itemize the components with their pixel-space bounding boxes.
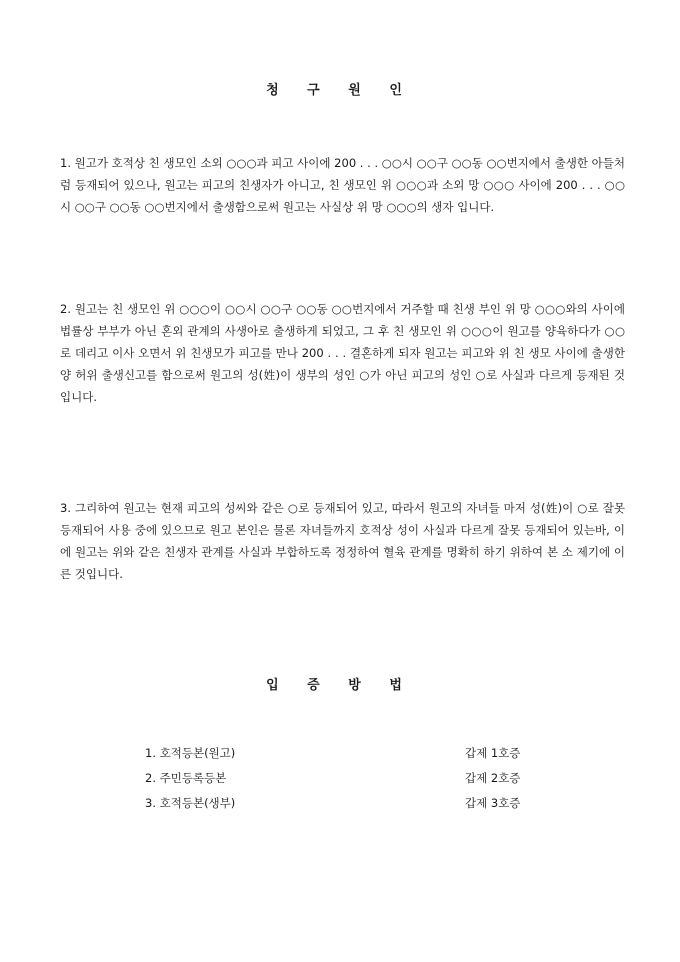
- paragraph-text: 원고가 호적상 친 생모인 소외 ○○○과 피고 사이에 200 . . . ○○시 ○○구 ○○동 ○○번지에서 출생한 아들처럼 등재되어 있으나, 원고는 피고의 친생자가 아니고, 친 생모인 위 ○○○과 소외 망 ○○○ 사이에 200 . . . ○○시 ○○구 ○○동 ○○번지에서 출생함으로써 원고는 사실상 위 망 ○○○의 생자 입니다.: [60, 156, 625, 214]
- claim-paragraph-3: [60, 497, 625, 585]
- claim-paragraph-2: [60, 298, 625, 408]
- evidence-name: 3. 호적등본(생부): [145, 796, 236, 810]
- evidence-exhibit-number: 갑제 3호증: [465, 796, 521, 810]
- paragraph-number: 2.: [60, 302, 71, 316]
- claim-heading: 청 구 원 인: [266, 83, 414, 98]
- evidence-row: [145, 743, 545, 763]
- paragraph-text: 그리하여 원고는 현재 피고의 성씨와 같은 ○로 등재되어 있고, 따라서 원고의 자녀들 마저 성(姓)이 ○로 잘못 등재되어 사용 중에 있으므로 원고 본인은 물론 자녀들까지 호적상 성이 사실과 다르게 잘못 등재되어 있는바, 이에 원고는 위와 같은 친생자 관계를 사실과 부합하도록 정정하여 혈육 관계를 명확히 하기 위하여 본 소 제기에 이른 것입니다.: [60, 501, 626, 581]
- paragraph-number: 3.: [60, 501, 71, 515]
- evidence-row: [145, 793, 545, 813]
- paragraph-text: 원고는 친 생모인 위 ○○○이 ○○시 ○○구 ○○동 ○○번지에서 거주할 때 친생 부인 위 망 ○○○와의 사이에 법률상 부부가 아닌 혼외 관계의 사생아로 출생하게 되었고, 그 후 친 생모인 위 ○○○이 원고를 양육하다가 ○○로 데리고 이사 오면서 위 친생모가 피고를 만나 200 . . . 결혼하게 되자 원고는 피고와 위 친 생모 사이에 출생한양 허위 출생신고를 함으로써 원고의 성(姓)이 생부의 성인 ○가 아닌 피고의 성인 ○로 사실과 다르게 등재된 것입니다.: [60, 302, 625, 404]
- evidence-exhibit-number: 갑제 2호증: [465, 771, 521, 785]
- evidence-name: 1. 호적등본(원고): [145, 746, 236, 760]
- evidence-exhibit-number: 갑제 1호증: [465, 746, 521, 760]
- evidence-name: 2. 주민등록등본: [145, 771, 227, 785]
- evidence-heading: 입 증 방 법: [266, 678, 414, 693]
- claim-paragraph-1: [60, 152, 625, 218]
- evidence-row: [145, 768, 545, 788]
- paragraph-number: 1.: [60, 156, 71, 170]
